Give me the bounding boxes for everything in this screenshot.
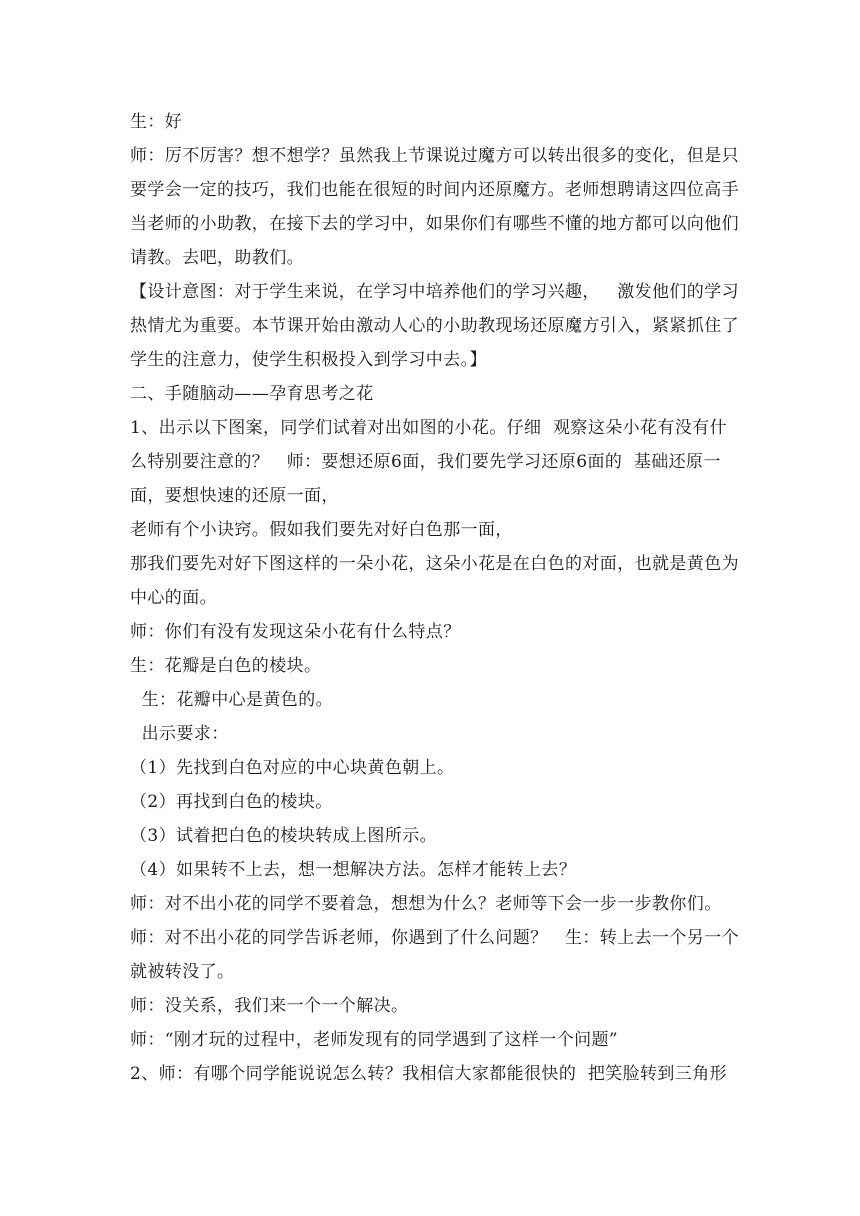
text-line: 请教。去吧，助教们。 (130, 248, 304, 268)
text-line: 师：没关系，我们来一个一个解决。 (130, 996, 409, 1016)
text-line: 生：花瓣中心是黄色的。 (130, 690, 334, 710)
text-line: 要学会一定的技巧，我们也能在很短的时间内还原魔方。老师想聘请这四位高手 (130, 180, 739, 200)
section-heading: 二、手随脑动——孕育思考之花 (130, 384, 374, 404)
text-line: 么特别要注意的？ 师：要想还原6面，我们要先学习还原6面的 基础还原一 (130, 452, 721, 472)
text-line: 师：厉不厉害？想不想学？虽然我上节课说过魔方可以转出很多的变化，但是只 (130, 146, 739, 166)
text-line: 生：好 (130, 112, 183, 132)
text-line: 师：对不出小花的同学告诉老师，你遇到了什么问题？ 生：转上去一个另一个 (130, 928, 740, 948)
text-line: 生：花瓣是白色的棱块。 (130, 656, 322, 676)
list-item: （1）先找到白色对应的中心块黄色朝上。 (130, 758, 455, 778)
list-item: （2）再找到白色的棱块。 (130, 792, 333, 812)
list-item: （3）试着把白色的棱块转成上图所示。 (130, 826, 438, 846)
text-line: 面，要想快速的还原一面， (130, 486, 339, 506)
text-line: 1、出示以下图案，同学们试着对出如图的小花。仔细 观察这朵小花有没有什 (130, 418, 728, 438)
text-line: 中心的面。 (130, 588, 217, 608)
text-line: 热情尤为重要。本节课开始由激动人心的小助教现场还原魔方引入，紧紧抓住了 (130, 316, 739, 336)
text-line: 当老师的小助教，在接下去的学习中，如果你们有哪些不懂的地方都可以向他们 (130, 214, 739, 234)
text-line: 师：你们有没有发现这朵小花有什么特点？ (130, 622, 461, 642)
list-item: （4）如果转不上去，想一想解决方法。怎样才能转上去？ (130, 860, 577, 880)
text-line: 出示要求： (130, 724, 229, 744)
text-line: 就被转没了。 (130, 962, 235, 982)
text-line: 【设计意图：对于学生来说，在学习中培养他们的学习兴趣， 激发他们的学习 (130, 282, 740, 302)
text-line: 师：对不出小花的同学不要着急，想想为什么？老师等下会一步一步教你们。 (130, 894, 722, 914)
text-line: 学生的注意力，使学生积极投入到学习中去。】 (130, 350, 487, 370)
text-line: 2、师：有哪个同学能说说怎么转？我相信大家都能很快的 把笑脸转到三角形 (130, 1064, 728, 1084)
text-line: 师：“刚才玩的过程中，老师发现有的同学遇到了这样一个问题” (130, 1030, 618, 1050)
text-line: 老师有个小诀窍。假如我们要先对好白色那一面， (130, 520, 513, 540)
text-line: 那我们要先对好下图这样的一朵小花，这朵小花是在白色的对面，也就是黄色为 (130, 554, 739, 574)
